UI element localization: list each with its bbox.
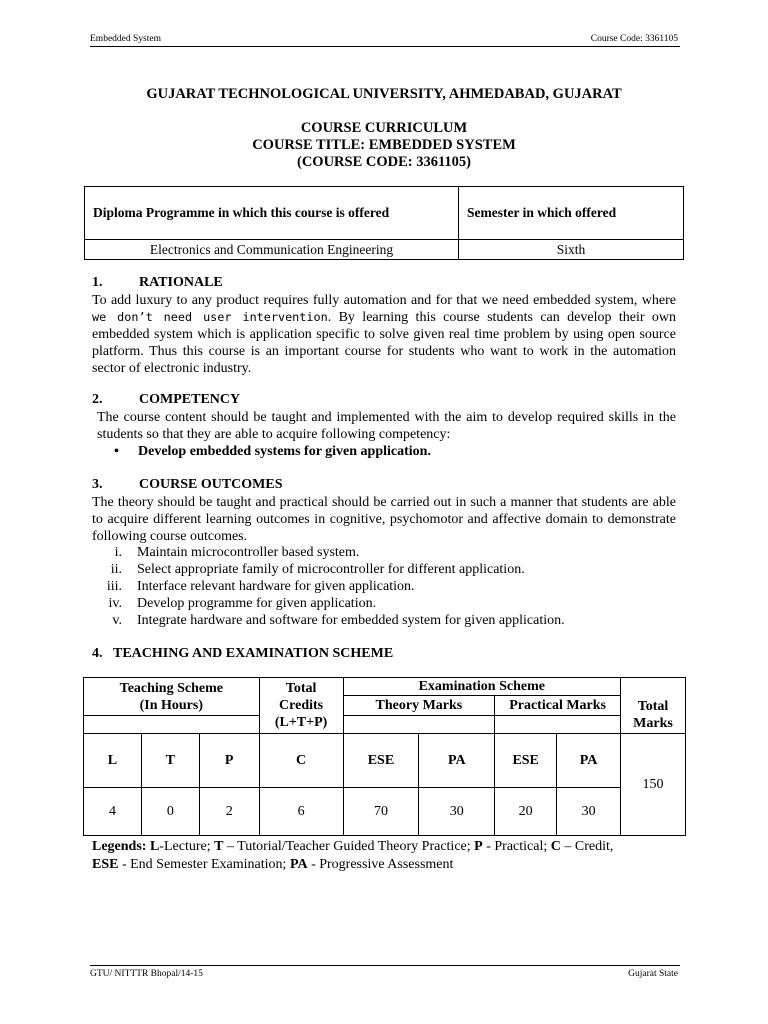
teaching-scheme-header xyxy=(84,678,260,716)
legend-key: PA xyxy=(289,857,308,872)
item-text: Develop programme for given application. xyxy=(137,596,377,611)
theory-marks-header: Theory Marks xyxy=(343,696,495,716)
competency-bullet xyxy=(114,444,431,460)
total-marks-header xyxy=(621,678,686,734)
value-theory-pa: 30 xyxy=(419,788,495,836)
header-course-name: Embedded System xyxy=(90,34,161,44)
footer-source: GTU/ NITTTR Bhopal/14-15 xyxy=(90,969,203,979)
outcomes-text: The theory should be taught and practical should be carried out in such a manner that students are able to acquire different learning outcomes in cognitive, psychomotor and affective domain to demonstrate following course outcomes. xyxy=(92,495,676,544)
col-l: L xyxy=(84,734,142,788)
programme-value: Electronics and Communication Engineering xyxy=(85,240,459,260)
grand-total: 150 xyxy=(621,734,686,836)
competency-heading xyxy=(92,392,240,408)
semester-value: Sixth xyxy=(459,240,684,260)
section-title: RATIONALE xyxy=(139,275,223,290)
curriculum-heading: COURSE CURRICULUM xyxy=(300,120,468,136)
rationale-text xyxy=(92,292,676,377)
section-number: 3. xyxy=(92,477,103,492)
competency-item: Develop embedded systems for given application. xyxy=(138,444,431,459)
bullet-icon: • xyxy=(114,444,119,459)
practical-marks-spacer xyxy=(495,716,621,734)
total-label: Total xyxy=(285,681,317,696)
footer-state: Gujarat State xyxy=(628,969,678,979)
teaching-scheme-spacer xyxy=(84,716,260,734)
item-number: iv. xyxy=(108,596,122,611)
page-header xyxy=(90,34,680,47)
rationale-text-mono: we don’t need user intervention xyxy=(92,310,328,324)
in-hours-label: (In Hours) xyxy=(139,698,204,713)
university-title: GUJARAT TECHNOLOGICAL UNIVERSITY, AHMEDABAD, GUJARAT xyxy=(146,86,622,102)
col-t: T xyxy=(141,734,199,788)
curriculum-title xyxy=(0,120,768,171)
header-course-code: Course Code: 3361105 xyxy=(590,34,678,44)
outcomes-heading xyxy=(92,477,283,493)
credits-label: Credits xyxy=(279,698,324,713)
section-number: 4. xyxy=(92,646,103,661)
scheme-table xyxy=(83,677,686,836)
legend-key: P xyxy=(474,839,483,854)
item-text: Select appropriate family of microcontroller for different application. xyxy=(137,562,525,577)
programme-table xyxy=(84,186,684,260)
item-text: Integrate hardware and software for embedded system for given application. xyxy=(137,613,565,628)
section-number: 1. xyxy=(92,275,103,290)
teaching-scheme-label: Teaching Scheme xyxy=(119,681,223,696)
value-l: 4 xyxy=(84,788,142,836)
col-practical-pa: PA xyxy=(557,734,621,788)
rationale-text-part2: . By learning this course students can develop their own embedded system which is application specific to solve given real time problem by using open source platform. Thus this course is an important course for students who want to work in the automation sector of electronic industry. xyxy=(92,310,676,376)
exam-scheme-header: Examination Scheme xyxy=(343,678,620,696)
col-theory-ese: ESE xyxy=(343,734,419,788)
col-p: P xyxy=(199,734,259,788)
value-theory-ese: 70 xyxy=(343,788,419,836)
course-code: (COURSE CODE: 3361105) xyxy=(296,154,471,170)
section-title: COURSE OUTCOMES xyxy=(139,477,283,492)
legend-key: ESE xyxy=(92,857,119,872)
item-text: Maintain microcontroller based system. xyxy=(137,545,360,560)
item-number: v. xyxy=(112,613,122,628)
section-title: COMPETENCY xyxy=(139,392,241,407)
col-theory-pa: PA xyxy=(419,734,495,788)
value-t: 0 xyxy=(141,788,199,836)
legend-desc: – Credit, xyxy=(560,839,614,854)
legend-desc: -Lecture; xyxy=(159,839,215,854)
page-footer xyxy=(90,965,680,979)
course-title: COURSE TITLE: EMBEDDED SYSTEM xyxy=(252,137,516,153)
theory-marks-spacer xyxy=(343,716,495,734)
legend-key: C xyxy=(550,839,561,854)
value-c: 6 xyxy=(259,788,343,836)
programme-header: Diploma Programme in which this course is offered xyxy=(85,187,459,240)
value-practical-ese: 20 xyxy=(495,788,557,836)
legend-desc: - Progressive Assessment xyxy=(307,857,454,872)
item-number: ii. xyxy=(110,562,122,577)
rationale-heading xyxy=(92,275,223,291)
legends-label: Legends: xyxy=(92,839,147,854)
legends xyxy=(92,838,682,874)
marks-label: Marks xyxy=(633,716,673,731)
item-text: Interface relevant hardware for given application. xyxy=(137,579,415,594)
scheme-heading xyxy=(92,646,393,662)
value-p: 2 xyxy=(199,788,259,836)
legend-key: L xyxy=(149,839,160,854)
semester-header: Semester in which offered xyxy=(459,187,684,240)
competency-text: The course content should be taught and implemented with the aim to develop required skills in the students so that they are able to acquire following competency: xyxy=(97,410,676,442)
item-number: iii. xyxy=(106,579,122,594)
practical-marks-header: Practical Marks xyxy=(495,696,621,716)
rationale-text-part1: To add luxury to any product requires fully automation and for that we need embedded system, where xyxy=(92,293,676,308)
item-number: i. xyxy=(114,545,122,560)
section-title: TEACHING AND EXAMINATION SCHEME xyxy=(113,646,394,661)
section-number: 2. xyxy=(92,392,103,407)
col-practical-ese: ESE xyxy=(495,734,557,788)
total-credits-header xyxy=(259,678,343,734)
total-marks-label: Total xyxy=(637,699,669,714)
legend-desc: - Practical; xyxy=(482,839,551,854)
legend-desc: - End Semester Examination; xyxy=(118,857,290,872)
legend-key: T xyxy=(214,839,224,854)
value-practical-pa: 30 xyxy=(557,788,621,836)
ltp-label: (L+T+P) xyxy=(274,715,328,730)
col-c: C xyxy=(259,734,343,788)
legend-desc: – Tutorial/Teacher Guided Theory Practice; xyxy=(223,839,475,854)
